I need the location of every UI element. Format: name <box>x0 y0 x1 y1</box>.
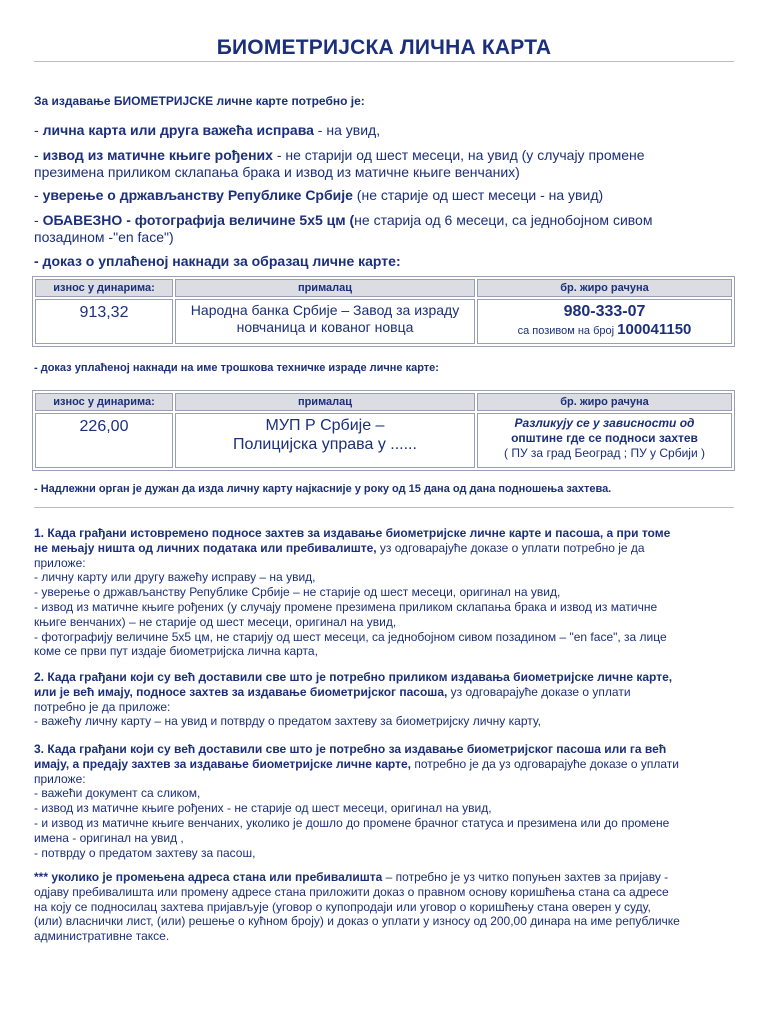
section-1 <box>34 526 734 659</box>
section-text: административне таксе. <box>34 929 170 944</box>
section-2 <box>34 670 734 729</box>
req-dash: - <box>34 187 43 203</box>
req-text: - на увид, <box>313 122 381 138</box>
table-header-row <box>35 279 732 297</box>
req-bold: лична карта или друга важећа исправа <box>42 122 314 138</box>
requirement-photo <box>34 212 739 246</box>
section-text: (или) власнички лист, (или) решење о кућном броју) и доказ о уплати у износу од 200,00 динара на име републичке <box>34 914 680 929</box>
section-heading-cont: или је већ имају, подносе захтев за издавање биометријског пасоша, <box>34 684 448 699</box>
line <box>34 670 734 685</box>
requirement-citizenship <box>34 187 739 204</box>
account-line1: Разликују се у зависности од <box>514 416 695 430</box>
title-divider <box>34 61 734 62</box>
payment-table-form <box>32 276 735 347</box>
reference-label: са позивом на број <box>517 325 618 337</box>
list-item: - извод из матичне књиге рођених (у случају промене презимена приликом склапања брака и извод из матичне <box>34 599 658 614</box>
list-item: - важећу личну карту – на увид и потврду о предатом захтеву за биометријску личну карту, <box>34 714 542 729</box>
section-heading-cont: не мењају ништа од личних података или пребивалиште, <box>34 540 377 555</box>
recipient-line2: Полицијска управа у ...... <box>233 436 417 453</box>
section-divider <box>34 507 734 508</box>
deadline-note: - Надлежни орган је дужан да изда личну карту најкасније у року од 15 дана од дана подношења захтева. <box>34 483 612 495</box>
account-line2: општине где се подноси захтев <box>511 431 698 445</box>
payment-table-technical <box>32 390 735 471</box>
list-item: - личну карту или другу важећу исправу – на увид, <box>34 570 316 585</box>
req-text-line2: презимена приликом склапања брака и извод из матичне књиге венчаних) <box>34 164 520 180</box>
section-heading-cont: имају, а предају захтев за издавање биометријске личне карте, <box>34 756 411 771</box>
section-text: уз одговарајуће доказе о уплати <box>447 684 631 699</box>
list-item: књиге венчаних) – не старије од шест месеци, оригинал на увид, <box>34 614 397 629</box>
page-title: БИОМЕТРИЈСКА ЛИЧНА КАРТА <box>216 36 552 59</box>
section-heading: *** уколико је промењена адреса стана или пребивалишта <box>34 870 383 884</box>
section-text: уз одговарајуће доказе о уплати потребно је да <box>376 540 645 555</box>
col-account-header: бр. жиро рачуна <box>477 279 732 297</box>
recipient-line2: новчаница и кованог новца <box>236 319 414 335</box>
list-item: - уверење о држављанству Републике Србије – не старије од шест месеци, оригинал на увид, <box>34 585 561 600</box>
col-amount-header: износ у динарима: <box>35 393 173 411</box>
line <box>34 685 734 700</box>
line <box>34 541 734 556</box>
table-row <box>35 413 732 468</box>
req-bold: ОБАВЕЗНО - фотографија величине 5х5 цм ( <box>42 212 355 228</box>
section-3 <box>34 742 734 860</box>
table-row <box>35 299 732 344</box>
table-header-row <box>35 393 732 411</box>
section-heading: 1. Када грађани истовремено подносе захтев за издавање биометријске личне карте и пасоша, а при томе <box>34 526 671 540</box>
req-dash: - <box>34 212 43 228</box>
section-heading: 3. Када грађани који су већ доставили све што је потребно за издавање биометријског пасоша или га већ <box>34 742 667 756</box>
req-text: не старија од 6 месеци, са једнобојном сивом <box>354 212 653 228</box>
reference-number: 100041150 <box>617 321 692 338</box>
account-cell <box>477 299 732 344</box>
payment-heading: - доказ о уплаћеној накнади за образац личне карте: <box>34 253 401 269</box>
list-item: - извод из матичне књиге рођених - не старије од шест месеци, оригинал на увид, <box>34 801 492 816</box>
section-text: – потребно је уз читко попуњен захтев за пријаву - <box>382 870 669 884</box>
section-heading: 2. Када грађани који су већ доставили све што је потребно приликом издавања биометријске личне карте, <box>34 670 673 684</box>
recipient-cell <box>175 413 475 468</box>
req-dash: - <box>34 122 43 138</box>
req-bold: извод из матичне књиге рођених <box>42 147 273 163</box>
col-recipient-header: прималац <box>175 279 475 297</box>
recipient-line1: Народна банка Србије – Завод за израду <box>190 302 460 318</box>
list-item: имена - оригинал на увид , <box>34 830 184 845</box>
section-text: приложе: <box>34 771 86 786</box>
account-number: 980-333-07 <box>563 303 646 320</box>
account-line3: ( ПУ за град Београд ; ПУ у Србији ) <box>504 446 705 460</box>
section-text: потребно је да уз одговарајуће доказе о уплати <box>411 756 680 771</box>
section-address-change <box>34 870 734 944</box>
reference-line <box>479 321 730 340</box>
amount-cell: 226,00 <box>35 413 173 468</box>
requirement-id-card <box>34 122 739 139</box>
recipient-line1: МУП Р Србије – <box>265 417 385 434</box>
tech-fee-note: - доказ уплаћеној накнади на име трошкова техничке израде личне карте: <box>34 362 439 374</box>
list-item: - и извод из матичне књиге венчаних, уколико је дошло до промене брачног статуса и презимена или до промене <box>34 815 670 830</box>
section-text: потребно је да приложе: <box>34 699 171 714</box>
list-item: - фотографију величине 5х5 цм, не старију од шест месеци, са једнобојном сивом позадином – "en face", за лице <box>34 629 667 644</box>
req-bold: уверење о држављанству Републике Србије <box>42 187 353 203</box>
req-text: - не старији од шест месеци, на увид (у случају промене <box>272 147 645 163</box>
line <box>34 526 734 541</box>
line <box>34 870 734 885</box>
req-dash: - <box>34 147 43 163</box>
line <box>34 757 734 772</box>
col-account-header: бр. жиро рачуна <box>477 393 732 411</box>
line <box>34 742 734 757</box>
list-item: - важећи документ са сликом, <box>34 786 201 801</box>
section-text: одјаву пребивалишта или промену адресе стана приложити доказ о правном основу коришћења стана са адресе <box>34 884 669 899</box>
col-amount-header: износ у динарима: <box>35 279 173 297</box>
intro-text: За издавање БИОМЕТРИЈСКЕ личне карте потребно је: <box>34 94 365 108</box>
col-recipient-header: прималац <box>175 393 475 411</box>
section-text: на коју се подносилац захтева пријављује (уговор о купопродаји или уговор о коришћењу стана оверен у суду, <box>34 899 651 914</box>
requirement-birth-certificate <box>34 147 739 181</box>
section-text: приложе: <box>34 555 86 570</box>
list-item: коме се први пут издаје биометријска лична карта, <box>34 644 318 659</box>
req-text-line2: позадином -"en face") <box>34 229 174 245</box>
recipient-cell <box>175 299 475 344</box>
list-item: - потврду о предатом захтеву за пасош, <box>34 845 256 860</box>
amount-cell: 913,32 <box>35 299 173 344</box>
req-text: (не старије од шест месеци - на увид) <box>352 187 604 203</box>
account-cell <box>477 413 732 468</box>
